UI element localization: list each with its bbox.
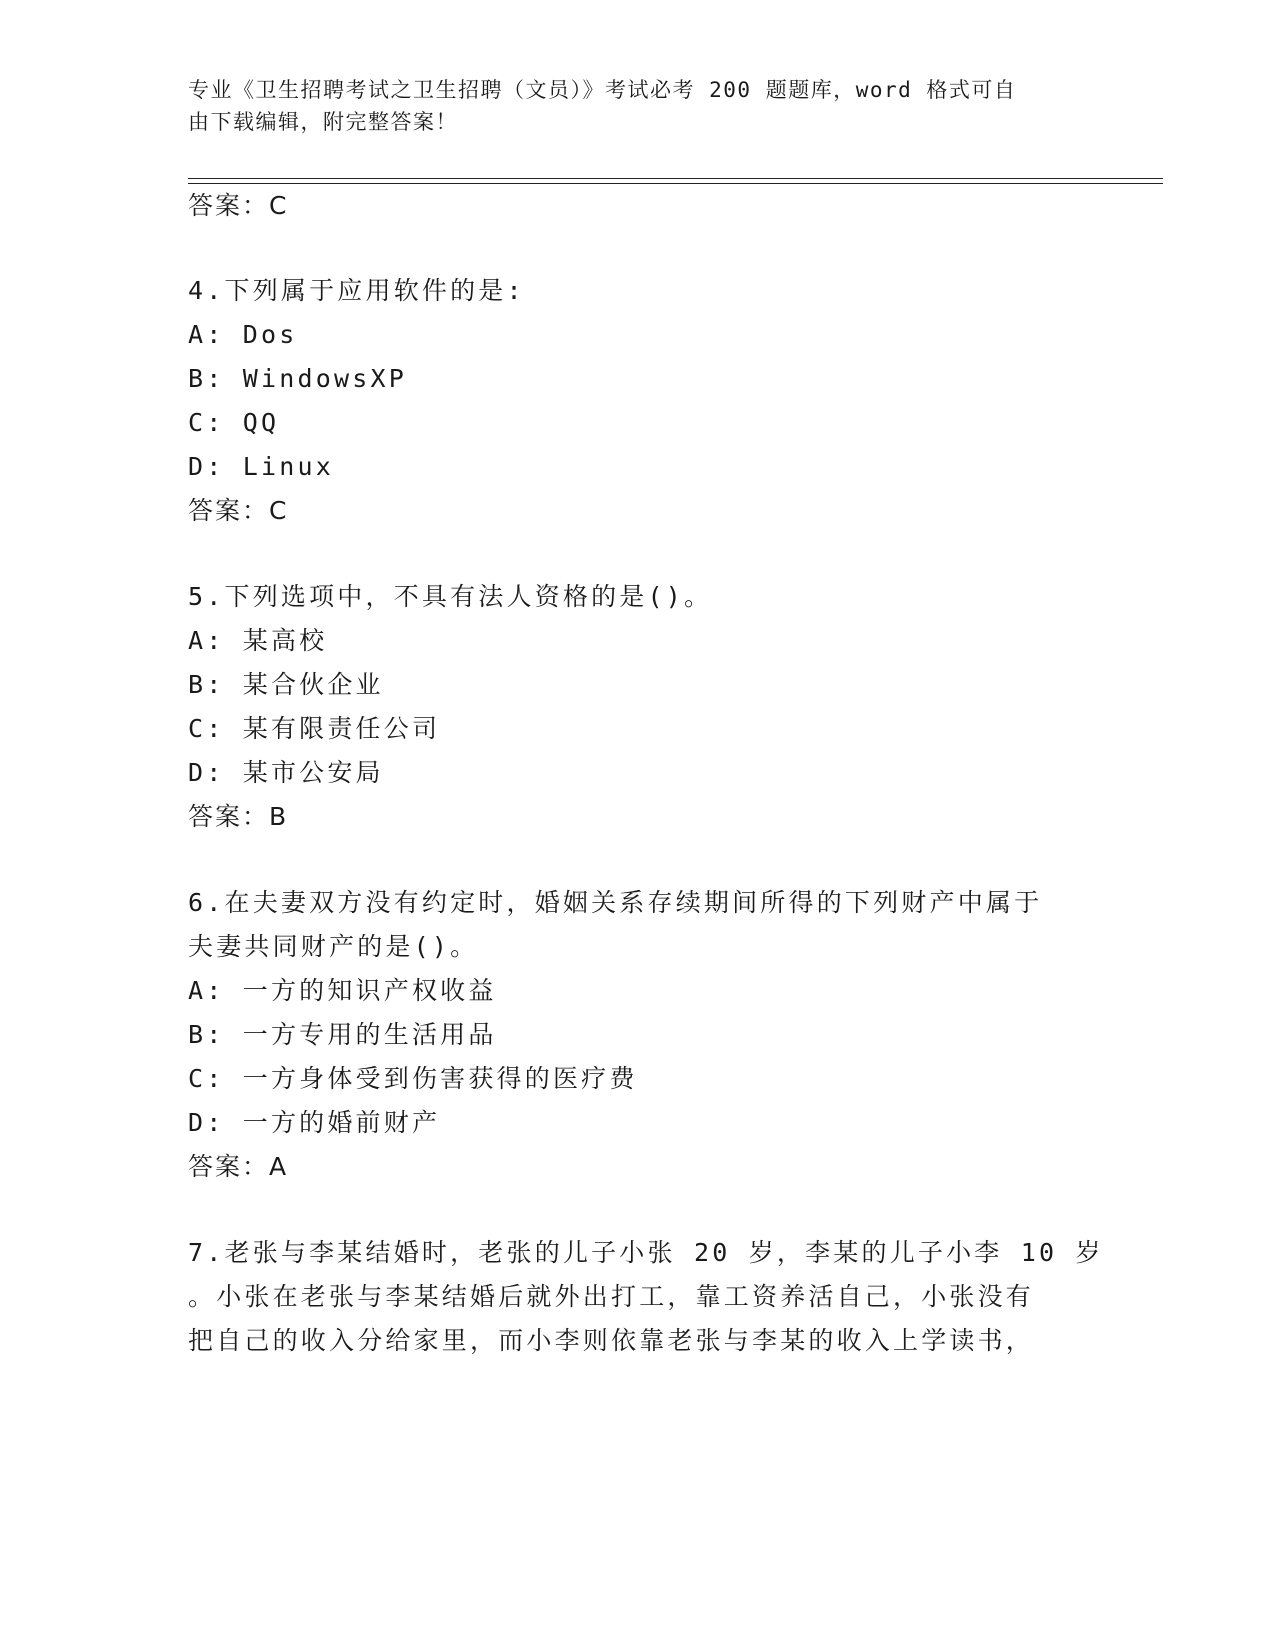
- question-5-option-a: A: 某高校: [188, 626, 328, 655]
- answer-q3: 答案：C: [188, 191, 289, 220]
- question-6-stem-line-1: 6.在夫妻双方没有约定时，婚姻关系存续期间所得的下列财产中属于: [188, 888, 1043, 917]
- question-4-option-b: B: WindowsXP: [188, 364, 408, 393]
- header-line-2: 由下载编辑，附完整答案！: [188, 110, 458, 134]
- question-5-option-d: D: 某市公安局: [188, 758, 384, 787]
- answer-q6: 答案：A: [188, 1152, 289, 1181]
- header-divider-top: [188, 178, 1163, 179]
- question-5-option-b: B: 某合伙企业: [188, 670, 384, 699]
- question-4-option-c: C: QQ: [188, 408, 280, 437]
- header-divider-bottom: [188, 183, 1163, 184]
- question-6-option-c: C: 一方身体受到伤害获得的医疗费: [188, 1064, 638, 1093]
- header-line-1: 专业《卫生招聘考试之卫生招聘（文员）》考试必考 200 题题库，word 格式可自: [188, 78, 1017, 102]
- document-header: [188, 74, 1068, 138]
- question-7-stem-line-2: 。小张在老张与李某结婚后就外出打工，靠工资养活自己，小张没有: [188, 1282, 1035, 1311]
- question-6-option-b: B: 一方专用的生活用品: [188, 1020, 497, 1049]
- question-4-stem: 4.下列属于应用软件的是:: [188, 276, 525, 305]
- question-7-stem-line-1: 7.老张与李某结婚时，老张的儿子小张 20 岁，李某的儿子小李 10 岁: [188, 1238, 1104, 1267]
- question-6-option-d: D: 一方的婚前财产: [188, 1108, 441, 1137]
- question-4-option-d: D: Linux: [188, 452, 335, 481]
- answer-q5: 答案：B: [188, 802, 289, 831]
- question-5-stem: 5.下列选项中，不具有法人资格的是()。: [188, 582, 713, 611]
- question-6-stem-line-2: 夫妻共同财产的是()。: [188, 932, 479, 961]
- answer-q4: 答案：C: [188, 496, 289, 525]
- question-4-option-a: A: Dos: [188, 320, 298, 349]
- question-7-stem-line-3: 把自己的收入分给家里，而小李则依靠老张与李某的收入上学读书，: [188, 1326, 1035, 1355]
- question-6-option-a: A: 一方的知识产权收益: [188, 976, 497, 1005]
- question-5-option-c: C: 某有限责任公司: [188, 714, 441, 743]
